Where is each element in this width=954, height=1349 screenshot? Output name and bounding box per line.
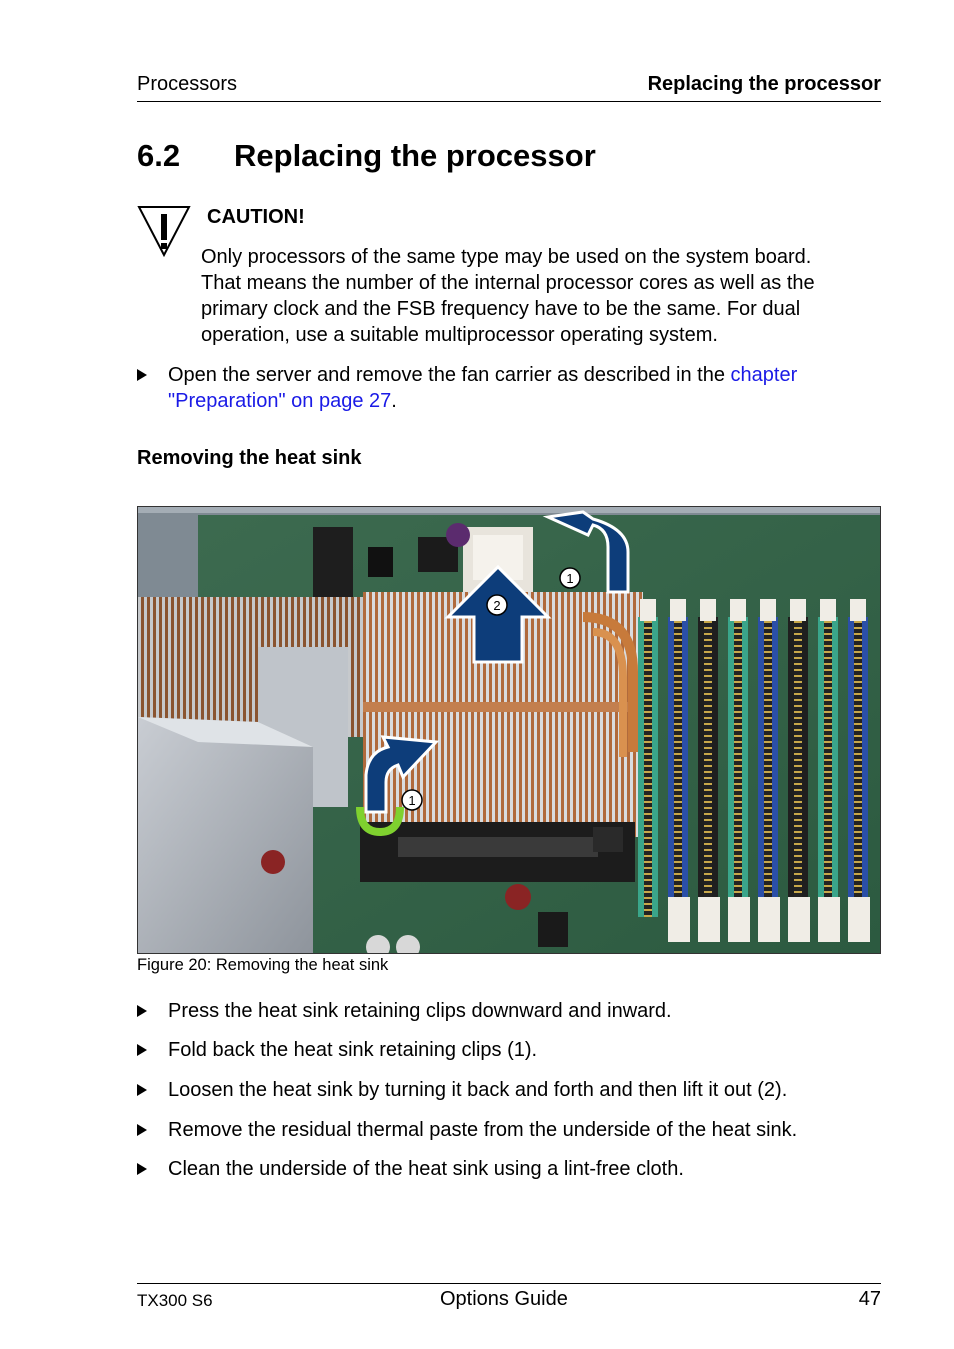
- caution-line: primary clock and the FSB frequency have to be the same. For dual: [201, 298, 801, 320]
- bullet-arrow-icon: [137, 1124, 147, 1136]
- marker-2: [487, 595, 507, 615]
- svg-text:1: 1: [408, 793, 416, 808]
- preparation-page-link[interactable]: "Preparation" on page 27: [168, 390, 392, 412]
- bullet-arrow-icon: [137, 1005, 147, 1017]
- caution-line: operation, use a suitable multiprocessor operating system.: [201, 324, 718, 346]
- heat-sink-photo: [137, 506, 881, 954]
- running-header-chapter: Processors: [137, 73, 238, 95]
- svg-text:1: 1: [566, 571, 574, 586]
- caution-body: [201, 244, 881, 348]
- section-title: [137, 138, 596, 174]
- caution-line: Only processors of the same type may be used on the system board.: [201, 246, 812, 268]
- heat-sink-illustration: [138, 507, 881, 954]
- page-number: 47: [858, 1288, 881, 1310]
- footer-guide-title: Options Guide: [440, 1288, 568, 1310]
- caution-heading: CAUTION!: [207, 206, 305, 228]
- marker-1-bottom: [402, 790, 422, 810]
- header-rule: [137, 101, 881, 102]
- intro-step-text: Open the server and remove the fan carrier as described in the: [168, 364, 731, 386]
- running-header-section: Replacing the processor: [647, 73, 881, 95]
- warning-triangle-icon: [137, 205, 191, 257]
- caution-line: That means the number of the internal processor cores as well as the: [201, 272, 815, 294]
- bullet-arrow-icon: [137, 1044, 147, 1056]
- figure-caption: Figure 20: Removing the heat sink: [137, 956, 389, 974]
- svg-text:2: 2: [493, 598, 501, 613]
- section-title-text: Replacing the processor: [234, 138, 596, 173]
- footer-model: TX300 S6: [137, 1291, 213, 1310]
- bullet-arrow-icon: [137, 1084, 147, 1096]
- footer-rule: [137, 1283, 881, 1284]
- bullet-arrow-icon: [137, 1163, 147, 1175]
- subheading: Removing the heat sink: [137, 447, 362, 469]
- bullet-arrow-icon: [137, 369, 147, 381]
- marker-1-top: [560, 568, 580, 588]
- section-number: 6.2: [137, 138, 181, 173]
- chapter-link[interactable]: chapter: [730, 364, 798, 386]
